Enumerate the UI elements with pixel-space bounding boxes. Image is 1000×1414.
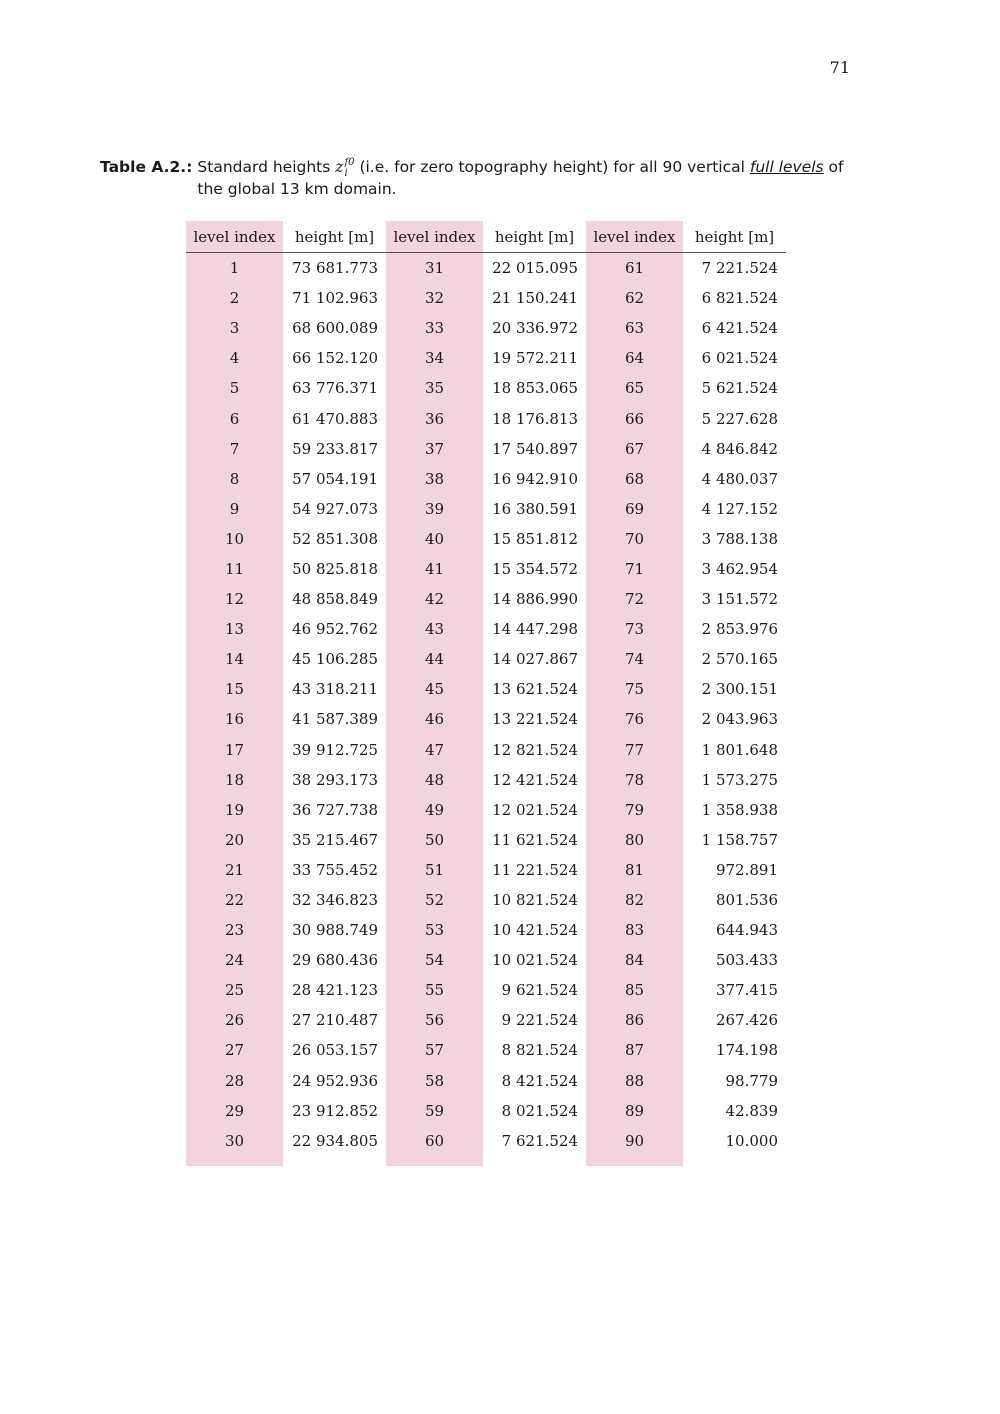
level-index-cell: 49 — [386, 795, 483, 825]
level-index-cell: 6 — [186, 403, 283, 433]
level-index-cell: 30 — [186, 1126, 283, 1166]
caption-math — [335, 157, 355, 179]
table-header-row — [186, 221, 786, 253]
level-index-cell: 12 — [186, 584, 283, 614]
height-cell: 10 821.524 — [492, 891, 578, 910]
table-row — [186, 253, 786, 284]
height-cell: 71 102.963 — [292, 289, 378, 308]
height-cell: 50 825.818 — [292, 559, 378, 578]
height-cell: 48 858.849 — [292, 590, 378, 609]
table-row — [186, 855, 786, 885]
height-cell: 68 600.089 — [292, 319, 378, 338]
level-index-cell: 25 — [186, 975, 283, 1005]
table-row — [186, 1035, 786, 1065]
height-cell: 6 421.524 — [701, 319, 778, 338]
height-cell: 41 587.389 — [292, 710, 378, 729]
height-cell: 54 927.073 — [292, 499, 378, 518]
height-cell: 972.891 — [715, 860, 778, 879]
height-cell: 23 912.852 — [292, 1101, 378, 1120]
height-cell: 13 221.524 — [492, 710, 578, 729]
height-cell: 2 043.963 — [701, 710, 778, 729]
height-cell: 3 788.138 — [701, 529, 778, 548]
level-index-cell: 67 — [586, 434, 683, 464]
caption-math-base: z — [335, 158, 344, 176]
header-level-index: level index — [586, 221, 683, 253]
level-index-cell: 22 — [186, 885, 283, 915]
level-index-cell: 72 — [586, 584, 683, 614]
level-index-cell: 38 — [386, 464, 483, 494]
table-row — [186, 283, 786, 313]
level-index-cell: 69 — [586, 494, 683, 524]
level-index-cell: 55 — [386, 975, 483, 1005]
table-row — [186, 614, 786, 644]
level-index-cell: 53 — [386, 915, 483, 945]
height-cell: 10 421.524 — [492, 921, 578, 940]
height-cell: 3 462.954 — [701, 559, 778, 578]
caption-label: Table A.2.: — [100, 158, 193, 176]
height-cell: 2 570.165 — [701, 650, 778, 669]
level-index-cell: 63 — [586, 313, 683, 343]
height-cell: 46 952.762 — [292, 620, 378, 639]
height-cell: 42.839 — [725, 1101, 778, 1120]
table-row — [186, 765, 786, 795]
table-row — [186, 343, 786, 373]
table-body — [186, 253, 786, 1166]
level-index-cell: 21 — [186, 855, 283, 885]
height-cell: 43 318.211 — [292, 680, 378, 699]
caption-math-sup: f0 — [344, 157, 355, 168]
height-cell: 7 221.524 — [701, 259, 778, 278]
table-row — [186, 1005, 786, 1035]
level-index-cell: 35 — [386, 373, 483, 403]
level-index-cell: 18 — [186, 765, 283, 795]
height-cell: 1 358.938 — [701, 800, 778, 819]
level-index-cell: 68 — [586, 464, 683, 494]
height-cell: 6 021.524 — [701, 349, 778, 368]
height-cell: 2 853.976 — [701, 620, 778, 639]
height-cell: 4 127.152 — [701, 499, 778, 518]
header-level-index: level index — [386, 221, 483, 253]
level-index-cell: 79 — [586, 795, 683, 825]
level-index-cell: 27 — [186, 1035, 283, 1065]
height-cell: 36 727.738 — [292, 800, 378, 819]
level-index-cell: 20 — [186, 825, 283, 855]
level-index-cell: 33 — [386, 313, 483, 343]
level-index-cell: 46 — [386, 704, 483, 734]
height-cell: 9 221.524 — [501, 1011, 578, 1030]
height-cell: 12 021.524 — [492, 800, 578, 819]
level-index-cell: 13 — [186, 614, 283, 644]
height-cell: 5 621.524 — [701, 379, 778, 398]
level-index-cell: 51 — [386, 855, 483, 885]
level-index-cell: 7 — [186, 434, 283, 464]
height-cell: 7 621.524 — [501, 1131, 578, 1150]
table-row — [186, 1126, 786, 1166]
level-index-cell: 36 — [386, 403, 483, 433]
level-index-cell: 34 — [386, 343, 483, 373]
page-number: 71 — [829, 58, 850, 77]
level-index-cell: 84 — [586, 945, 683, 975]
level-index-cell: 86 — [586, 1005, 683, 1035]
height-cell: 644.943 — [715, 921, 778, 940]
height-cell: 8 421.524 — [501, 1071, 578, 1090]
level-index-cell: 78 — [586, 765, 683, 795]
level-index-cell: 24 — [186, 945, 283, 975]
height-cell: 2 300.151 — [701, 680, 778, 699]
level-index-cell: 66 — [586, 403, 683, 433]
table-row — [186, 644, 786, 674]
table-row — [186, 524, 786, 554]
table-row — [186, 795, 786, 825]
level-index-cell: 28 — [186, 1066, 283, 1096]
level-index-cell: 19 — [186, 795, 283, 825]
level-index-cell: 39 — [386, 494, 483, 524]
height-cell: 27 210.487 — [292, 1011, 378, 1030]
level-index-cell: 54 — [386, 945, 483, 975]
level-index-cell: 58 — [386, 1066, 483, 1096]
level-index-cell: 70 — [586, 524, 683, 554]
height-cell: 22 934.805 — [292, 1131, 378, 1150]
caption-math-sub: i — [344, 168, 348, 179]
level-index-cell: 65 — [586, 373, 683, 403]
table-row — [186, 945, 786, 975]
level-index-cell: 44 — [386, 644, 483, 674]
level-index-cell: 56 — [386, 1005, 483, 1035]
level-index-cell: 71 — [586, 554, 683, 584]
level-index-cell: 5 — [186, 373, 283, 403]
caption-text-after: of the global 13 km domain. — [197, 158, 844, 198]
height-cell: 21 150.241 — [492, 289, 578, 308]
height-cell: 20 336.972 — [492, 319, 578, 338]
level-index-cell: 74 — [586, 644, 683, 674]
level-index-cell: 45 — [386, 674, 483, 704]
caption-body — [197, 157, 860, 200]
level-index-cell: 26 — [186, 1005, 283, 1035]
table-row — [186, 554, 786, 584]
height-cell: 24 952.936 — [292, 1071, 378, 1090]
height-cell: 267.426 — [715, 1011, 778, 1030]
height-cell: 6 821.524 — [701, 289, 778, 308]
height-cell: 59 233.817 — [292, 439, 378, 458]
height-cell: 11 221.524 — [492, 860, 578, 879]
level-index-cell: 75 — [586, 674, 683, 704]
height-cell: 30 988.749 — [292, 921, 378, 940]
level-index-cell: 81 — [586, 855, 683, 885]
height-cell: 5 227.628 — [701, 409, 778, 428]
height-cell: 22 015.095 — [492, 259, 578, 278]
header-height: height [m] — [683, 221, 786, 253]
caption-emphasis: full levels — [749, 158, 824, 176]
height-cell: 9 621.524 — [501, 981, 578, 1000]
height-cell: 1 801.648 — [701, 740, 778, 759]
level-index-cell: 76 — [586, 704, 683, 734]
height-cell: 10 021.524 — [492, 951, 578, 970]
level-index-cell: 17 — [186, 735, 283, 765]
table-row — [186, 1066, 786, 1096]
level-index-cell: 80 — [586, 825, 683, 855]
level-index-cell: 8 — [186, 464, 283, 494]
level-index-cell: 50 — [386, 825, 483, 855]
level-index-cell: 3 — [186, 313, 283, 343]
level-index-cell: 48 — [386, 765, 483, 795]
level-index-cell: 43 — [386, 614, 483, 644]
level-index-cell: 16 — [186, 704, 283, 734]
height-cell: 63 776.371 — [292, 379, 378, 398]
level-index-cell: 41 — [386, 554, 483, 584]
level-index-cell: 4 — [186, 343, 283, 373]
level-index-cell: 88 — [586, 1066, 683, 1096]
level-index-cell: 83 — [586, 915, 683, 945]
height-cell: 14 886.990 — [492, 590, 578, 609]
height-cell: 8 821.524 — [501, 1041, 578, 1060]
height-cell: 57 054.191 — [292, 469, 378, 488]
caption-text-before: Standard heights — [197, 158, 336, 176]
height-cell: 17 540.897 — [492, 439, 578, 458]
height-cell: 1 573.275 — [701, 770, 778, 789]
height-cell: 26 053.157 — [292, 1041, 378, 1060]
height-cell: 18 853.065 — [492, 379, 578, 398]
height-cell: 13 621.524 — [492, 680, 578, 699]
height-cell: 12 821.524 — [492, 740, 578, 759]
height-cell: 98.779 — [725, 1071, 778, 1090]
height-cell: 18 176.813 — [492, 409, 578, 428]
table-row — [186, 313, 786, 343]
level-index-cell: 40 — [386, 524, 483, 554]
height-cell: 11 621.524 — [492, 830, 578, 849]
level-index-cell: 9 — [186, 494, 283, 524]
level-index-cell: 15 — [186, 674, 283, 704]
table-row — [186, 915, 786, 945]
table-row — [186, 975, 786, 1005]
standard-heights-table — [186, 221, 786, 1166]
caption-text-middle: (i.e. for zero topography height) for all 90 vertical — [354, 158, 750, 176]
height-cell: 801.536 — [715, 891, 778, 910]
height-cell: 35 215.467 — [292, 830, 378, 849]
level-index-cell: 57 — [386, 1035, 483, 1065]
level-index-cell: 29 — [186, 1096, 283, 1126]
height-cell: 174.198 — [715, 1041, 778, 1060]
table-row — [186, 1096, 786, 1126]
height-cell: 12 421.524 — [492, 770, 578, 789]
level-index-cell: 42 — [386, 584, 483, 614]
height-cell: 73 681.773 — [292, 259, 378, 278]
height-cell: 16 380.591 — [492, 499, 578, 518]
height-cell: 38 293.173 — [292, 770, 378, 789]
level-index-cell: 59 — [386, 1096, 483, 1126]
height-cell: 39 912.725 — [292, 740, 378, 759]
height-cell: 14 027.867 — [492, 650, 578, 669]
level-index-cell: 14 — [186, 644, 283, 674]
table-row — [186, 885, 786, 915]
level-index-cell: 89 — [586, 1096, 683, 1126]
level-index-cell: 77 — [586, 735, 683, 765]
table-row — [186, 464, 786, 494]
table-row — [186, 735, 786, 765]
height-cell: 45 106.285 — [292, 650, 378, 669]
level-index-cell: 37 — [386, 434, 483, 464]
level-index-cell: 32 — [386, 283, 483, 313]
height-cell: 61 470.883 — [292, 409, 378, 428]
level-index-cell: 87 — [586, 1035, 683, 1065]
table-row — [186, 434, 786, 464]
height-cell: 28 421.123 — [292, 981, 378, 1000]
height-cell: 16 942.910 — [492, 469, 578, 488]
height-cell: 1 158.757 — [701, 830, 778, 849]
level-index-cell: 61 — [586, 253, 683, 284]
height-cell: 15 354.572 — [492, 559, 578, 578]
header-height: height [m] — [283, 221, 386, 253]
height-cell: 3 151.572 — [701, 590, 778, 609]
header-level-index: level index — [186, 221, 283, 253]
height-cell: 14 447.298 — [492, 620, 578, 639]
level-index-cell: 73 — [586, 614, 683, 644]
height-cell: 29 680.436 — [292, 951, 378, 970]
level-index-cell: 62 — [586, 283, 683, 313]
table-row — [186, 674, 786, 704]
level-index-cell: 90 — [586, 1126, 683, 1166]
table-row — [186, 403, 786, 433]
level-index-cell: 52 — [386, 885, 483, 915]
level-index-cell: 11 — [186, 554, 283, 584]
level-index-cell: 85 — [586, 975, 683, 1005]
height-cell: 33 755.452 — [292, 860, 378, 879]
level-index-cell: 23 — [186, 915, 283, 945]
height-cell: 4 846.842 — [701, 439, 778, 458]
table-row — [186, 494, 786, 524]
level-index-cell: 82 — [586, 885, 683, 915]
table-caption — [100, 157, 860, 200]
table-row — [186, 584, 786, 614]
height-cell: 32 346.823 — [292, 891, 378, 910]
height-cell: 377.415 — [715, 981, 778, 1000]
level-index-cell: 60 — [386, 1126, 483, 1166]
table-row — [186, 704, 786, 734]
header-height: height [m] — [483, 221, 586, 253]
table-row — [186, 373, 786, 403]
level-index-cell: 64 — [586, 343, 683, 373]
table-row — [186, 825, 786, 855]
height-cell: 19 572.211 — [492, 349, 578, 368]
height-cell: 10.000 — [725, 1131, 778, 1150]
level-index-cell: 1 — [186, 253, 283, 284]
height-cell: 8 021.524 — [501, 1101, 578, 1120]
level-index-cell: 2 — [186, 283, 283, 313]
height-cell: 52 851.308 — [292, 529, 378, 548]
height-cell: 4 480.037 — [701, 469, 778, 488]
level-index-cell: 10 — [186, 524, 283, 554]
level-index-cell: 31 — [386, 253, 483, 284]
height-cell: 503.433 — [715, 951, 778, 970]
level-index-cell: 47 — [386, 735, 483, 765]
height-cell: 66 152.120 — [292, 349, 378, 368]
height-cell: 15 851.812 — [492, 529, 578, 548]
